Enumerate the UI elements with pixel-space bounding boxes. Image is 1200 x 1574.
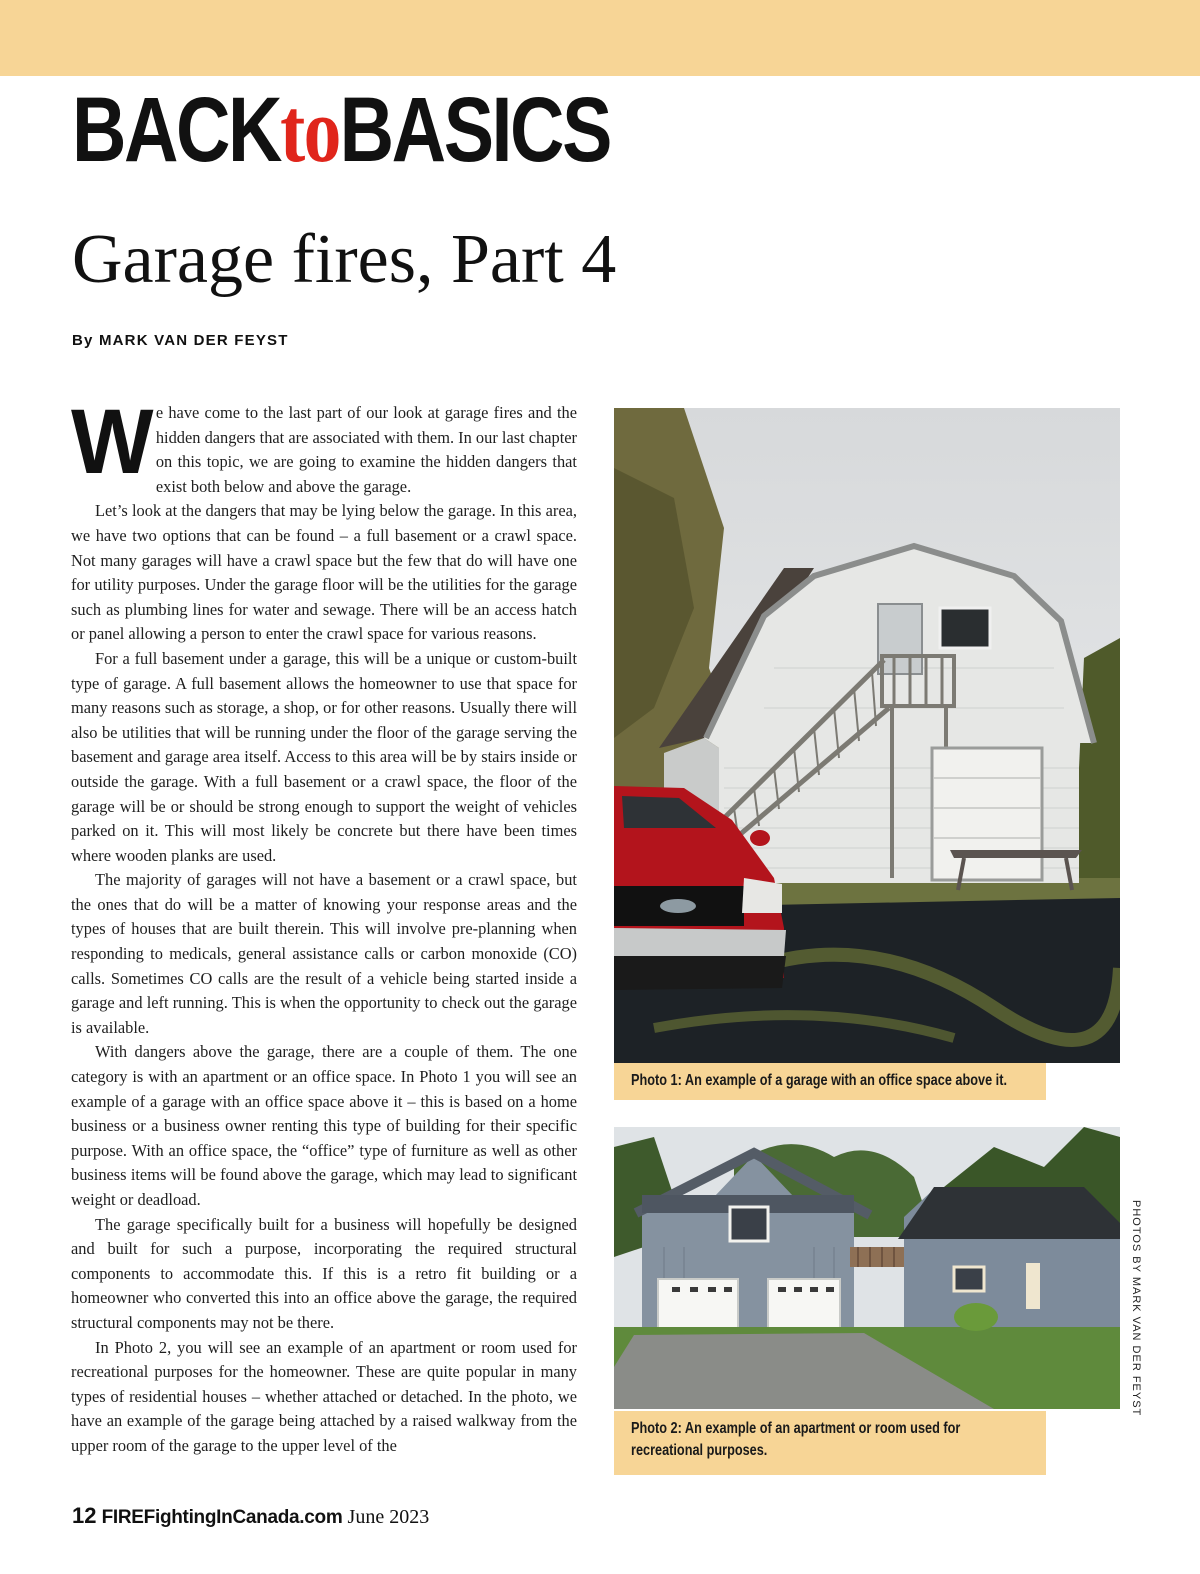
- photo-2-illustration: [614, 1127, 1120, 1409]
- photo-1-garage-office: [614, 408, 1120, 1063]
- article-title: Garage fires, Part 4: [72, 221, 617, 298]
- article-paragraph: In Photo 2, you will see an example of an apartment or room used for recreational purposes for the homeowner. These are quite popular in many types of residential houses – whether attached or detached. In the photo, we have an example of the garage being attached by a raised walkway from the upper room of the garage to the upper level of the: [71, 1337, 577, 1455]
- byline-author: MARK VAN DER FEYST: [98, 332, 289, 349]
- section-title-back: BACK: [72, 79, 281, 181]
- article-paragraph: Let’s look at the dangers that may be lying below the garage. In this area, we have two options that can be found – a full basement or a crawl space. Not many garages will have a crawl space but the few that do will have one for utility purposes. Under the garage floor will be the utilities for the garage such as plumbing lines for water and sewage. There will be an access hatch or panel allowing a person to enter the crawl space for various reasons.: [71, 501, 577, 644]
- photo-credit-text: PHOTOS BY MARK VAN DER FEYST: [1130, 1200, 1142, 1417]
- photo-1-caption: [614, 1063, 1046, 1100]
- photo-1-caption-text: Photo 1: An example of a garage with an office space above it.: [631, 1072, 1007, 1089]
- photo-1-illustration: [614, 408, 1120, 1063]
- article-paragraph: For a full basement under a garage, this will be a unique or custom-built type of garage. A full basement allows the homeowner to use that space for many reasons such as storage, a shop, or for other reasons. Usually there will also be utilities that will be running under the floor of the garage serving the basement and garage area itself. Access to this area will be by stairs inside or outside the garage. With a full basement or a crawl space, the floor of the garage will be or should be strong enough to support the weight of vehicles parked on it. This will most likely be concrete but there have been times where wooden planks are used.: [71, 648, 577, 865]
- photo-2-caption: [614, 1411, 1046, 1475]
- photo-2-caption-text: Photo 2: An example of an apartment or room used for recreational purposes.: [631, 1420, 961, 1459]
- section-title-to: to: [280, 79, 340, 181]
- article-paragraph: The majority of garages will not have a basement or a crawl space, but the ones that do will be a matter of knowing your response areas and the types of houses that are built therein. This will involve pre-planning when responding to medicals, general assistance calls or carbon monoxide (CO) calls. Sometimes CO calls are the result of a vehicle being started inside a garage and left running. This is when the opportunity to check out the garage is available.: [71, 870, 577, 1037]
- photo-credit: [1120, 1200, 1144, 1417]
- drop-cap: W: [71, 401, 148, 493]
- header-band: [0, 0, 1200, 76]
- article-body: [71, 401, 577, 1481]
- article-paragraph: The garage specifically built for a business will hopefully be designed and built for such a purpose, incorporating the required structural components to accommodate this. If this is a retro fit building or a homeowner who converted this into an office above the garage, the required structural components may not be there.: [71, 1214, 577, 1332]
- section-title-basics: BASICS: [339, 79, 610, 181]
- byline: [72, 332, 289, 349]
- page-number: 12: [72, 1503, 97, 1528]
- article-paragraph: With dangers above the garage, there are a couple of them. The one category is with an apartment or an office space. In Photo 1 you will see an example of a garage with an office space above it – this is based on a home business or a business owner renting this type of building for their specific purpose. With an office space, the “office” type of furniture as well as other business items will be found above the garage, which may lead to significant weight or deadload.: [71, 1042, 577, 1209]
- page-footer: [72, 1503, 429, 1529]
- section-title: [72, 79, 610, 181]
- byline-prefix: By: [72, 332, 94, 349]
- footer-date: June 2023: [347, 1506, 430, 1528]
- article-paragraph: [71, 401, 577, 499]
- paragraph-text: e have come to the last part of our look at garage fires and the hidden dangers that are associated with them. In our last chapter on this topic, we are going to examine the hidden dangers that exist both below and above the garage.: [155, 403, 577, 496]
- photo-2-attached-garage: [614, 1127, 1120, 1409]
- footer-site: FIREFightingInCanada.com: [101, 1507, 343, 1528]
